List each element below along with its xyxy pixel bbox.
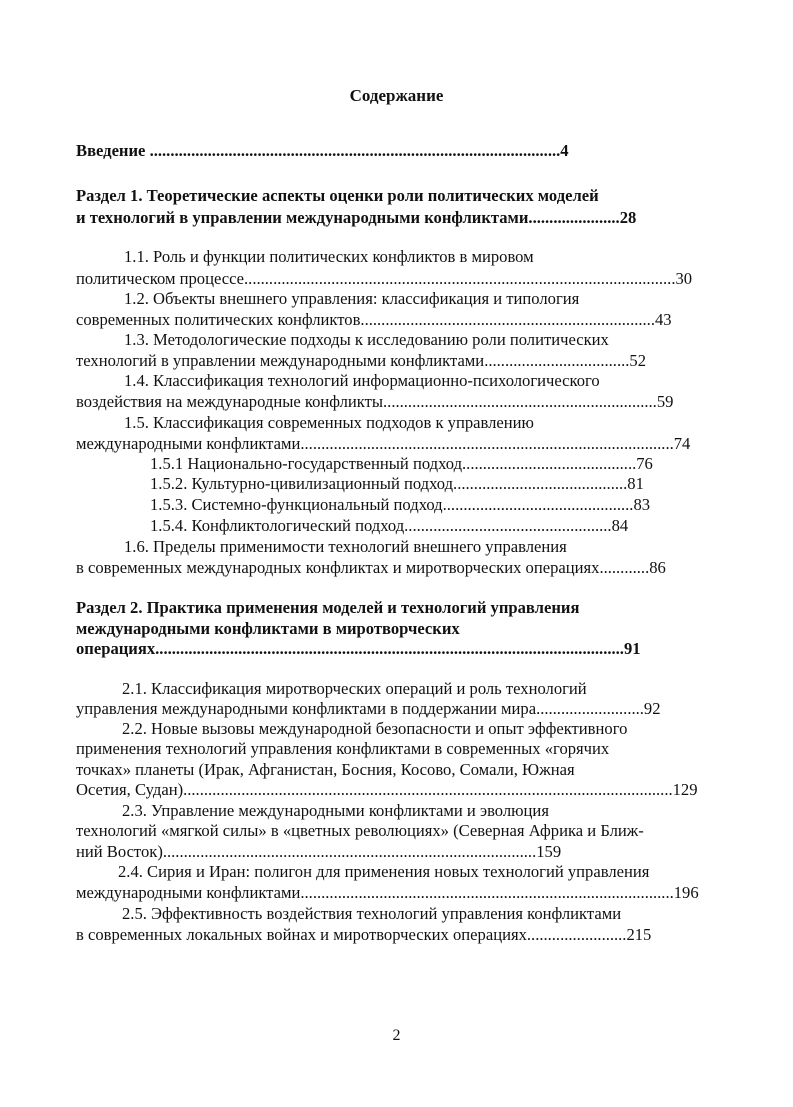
toc-entry-1-2-cont	[76, 310, 672, 330]
toc-label: 1.5.3. Системно-функциональный подход	[150, 495, 443, 514]
toc-page: 28	[619, 208, 637, 227]
toc-entry-1-4-cont	[76, 392, 673, 412]
toc-label: международными конфликтами	[76, 434, 301, 453]
toc-dots: ...................................	[484, 351, 630, 370]
toc-entry-2-2-line2: применения технологий управления конфликтами в современных «горячих	[76, 739, 610, 758]
section-1-heading: Раздел 1. Теоретические аспекты оценки роли политических моделей	[76, 186, 599, 205]
toc-entry-intro	[76, 141, 569, 161]
toc-entry-2-4-cont	[76, 883, 699, 903]
toc-entry-2-2-line3: точках» планеты (Ирак, Афганистан, Босния, Косово, Сомали, Южная	[76, 760, 575, 779]
toc-page: 43	[654, 310, 672, 329]
toc-page: 30	[675, 269, 693, 288]
toc-page: 91	[623, 639, 641, 658]
toc-page: 81	[627, 474, 644, 493]
toc-dots: ..........................................................................................	[300, 883, 674, 902]
toc-dots: ......................	[528, 208, 620, 227]
toc-dots: ........................................................................................................	[244, 269, 676, 288]
toc-dots: ..............................................	[442, 495, 634, 514]
toc-entry-1-2: 1.2. Объекты внешнего управления: классификация и типология	[124, 289, 580, 308]
toc-dots: ........................	[526, 925, 627, 944]
toc-dots: ..........................................	[462, 454, 637, 473]
toc-dots: ..........................................................................................	[300, 434, 674, 453]
toc-entry-1-5: 1.5. Классификация современных подходов к управлению	[124, 413, 534, 432]
toc-label: технологий в управлении международными конфликтами	[76, 351, 485, 370]
toc-page: 196	[673, 883, 699, 902]
toc-page: 52	[629, 351, 646, 370]
toc-entry-2-4: 2.4. Сирия и Иран: полигон для применения новых технологий управления	[118, 862, 650, 881]
toc-label: операциях	[76, 639, 156, 658]
toc-label: международными конфликтами	[76, 883, 301, 902]
toc-entry-1-5-2	[150, 474, 644, 494]
toc-label: ний Восток)	[76, 842, 163, 861]
section-2-heading-cont: международными конфликтами в миротворческих	[76, 619, 460, 638]
toc-label: Введение	[76, 141, 146, 160]
toc-label: 1.5.2. Культурно-цивилизационный подход	[150, 474, 454, 493]
toc-entry-2-3-line2: технологий «мягкой силы» в «цветных революциях» (Северная Африка и Ближ-	[76, 821, 644, 840]
toc-label: и технологий в управлении международными конфликтами	[76, 208, 529, 227]
toc-entry-2-1-cont	[76, 699, 661, 719]
section-2-heading: Раздел 2. Практика применения моделей и технологий управления	[76, 598, 580, 617]
toc-dots: ..........................................................................................	[162, 842, 537, 861]
toc-page: 59	[656, 392, 674, 411]
toc-entry-1-3-cont	[76, 351, 646, 371]
toc-page: 215	[626, 925, 652, 944]
toc-page: 129	[672, 780, 698, 799]
toc-entry-2-3: 2.3. Управление международными конфликтами и эволюция	[122, 801, 549, 820]
toc-entry-2-5-cont	[76, 925, 651, 945]
toc-entry-2-3-cont	[76, 842, 561, 862]
toc-dots: ..........................................	[453, 474, 628, 493]
toc-page: 4	[560, 141, 569, 160]
section-1-heading-cont	[76, 208, 636, 228]
toc-page: 159	[536, 842, 562, 861]
toc-entry-1-1: 1.1. Роль и функции политических конфликтов в мировом	[124, 247, 534, 266]
toc-entry-2-2-cont	[76, 780, 698, 800]
toc-entry-1-5-4	[150, 516, 628, 536]
toc-entry-1-1-cont	[76, 269, 692, 289]
section-2-heading-end	[76, 639, 641, 659]
toc-label: 1.5.4. Конфликтологический подход	[150, 516, 405, 535]
toc-dots: .......................................................................	[360, 310, 655, 329]
toc-label: воздействия на международные конфликты	[76, 392, 384, 411]
toc-entry-1-6-cont	[76, 558, 666, 578]
toc-label: Осетия, Судан)	[76, 780, 184, 799]
toc-page: 86	[649, 558, 666, 577]
toc-label: 1.5.1 Национально-государственный подход	[150, 454, 463, 473]
toc-label: в современных международных конфликтах и миротворческих операциях	[76, 558, 600, 577]
toc-entry-1-6: 1.6. Пределы применимости технологий внешнего управления	[124, 537, 567, 556]
toc-entry-1-5-3	[150, 495, 650, 515]
toc-page: 83	[633, 495, 651, 514]
toc-page: 74	[673, 434, 691, 453]
toc-dots: ..................................................	[404, 516, 612, 535]
toc-label: управления международными конфликтами в поддержании мира	[76, 699, 537, 718]
toc-entry-1-5-cont	[76, 434, 690, 454]
toc-dots: ..........................	[536, 699, 644, 718]
toc-dots: ...................................................................................................	[149, 141, 561, 160]
page-number: 2	[392, 1027, 401, 1044]
toc-dots: ......................................................................................................................	[183, 780, 673, 799]
page-title: Содержание	[349, 86, 444, 105]
toc-dots: ............	[599, 558, 650, 577]
toc-dots: .................................................................................................................	[155, 639, 624, 658]
toc-label: политическом процессе	[76, 269, 245, 288]
toc-page: 84	[611, 516, 629, 535]
toc-label: в современных локальных войнах и миротворческих операциях	[76, 925, 527, 944]
toc-entry-1-5-1	[150, 454, 653, 474]
toc-entry-2-1: 2.1. Классификация миротворческих операций и роль технологий	[122, 679, 587, 698]
toc-entry-2-5: 2.5. Эффективность воздействия технологий управления конфликтами	[122, 904, 622, 923]
toc-page: 76	[636, 454, 653, 473]
toc-entry-1-3: 1.3. Методологические подходы к исследованию роли политических	[124, 330, 609, 349]
toc-dots: ..................................................................	[383, 392, 657, 411]
toc-page: 92	[643, 699, 661, 718]
toc-entry-1-4: 1.4. Классификация технологий информационно-психологического	[124, 371, 600, 390]
toc-entry-2-2: 2.2. Новые вызовы международной безопасности и опыт эффективного	[122, 719, 628, 738]
toc-label: современных политических конфликтов	[76, 310, 361, 329]
